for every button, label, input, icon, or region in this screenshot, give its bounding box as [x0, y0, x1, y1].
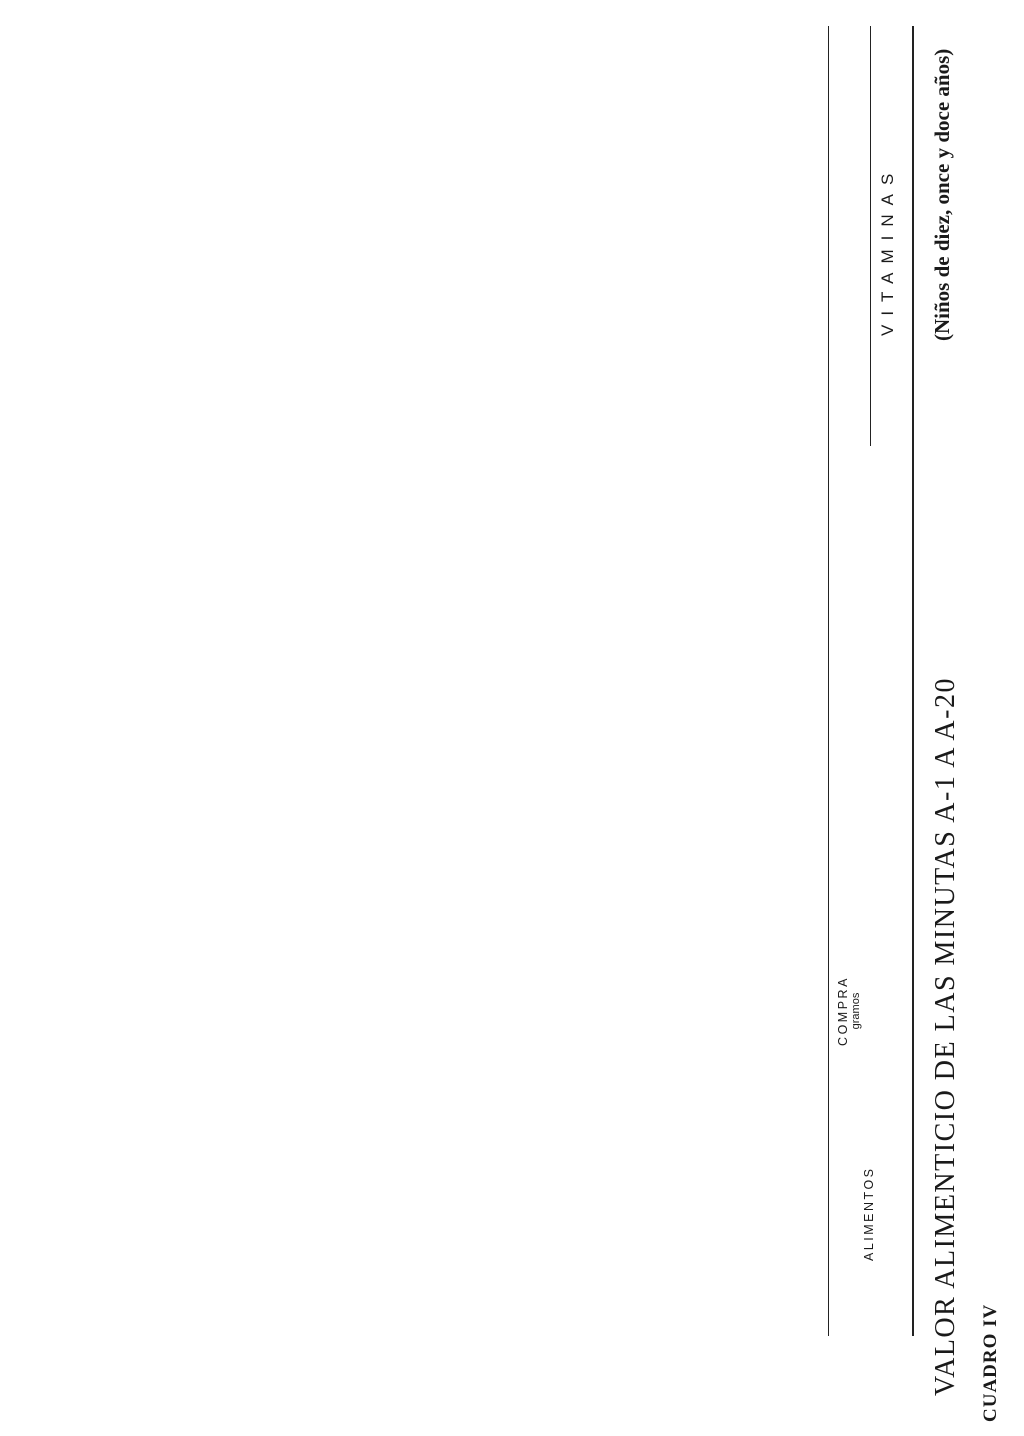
header-alimentos: ALIMENTOS	[862, 1166, 876, 1261]
document-label: CUADRO IV	[980, 1303, 1001, 1422]
header-vitaminas: VITAMINAS	[878, 164, 897, 336]
header-compra	[836, 966, 863, 1056]
header-rule	[828, 26, 829, 1336]
header-unit: gramos	[850, 992, 863, 1030]
document-title: VALOR ALIMENTICIO DE LAS MINUTAS A-1 A A-20	[930, 677, 961, 1396]
top-rule	[912, 26, 914, 1336]
vitamins-rule	[870, 26, 871, 446]
document-subtitle: (Niños de diez, once y doce años)	[930, 48, 954, 341]
header-label: COMPRA	[836, 976, 850, 1046]
